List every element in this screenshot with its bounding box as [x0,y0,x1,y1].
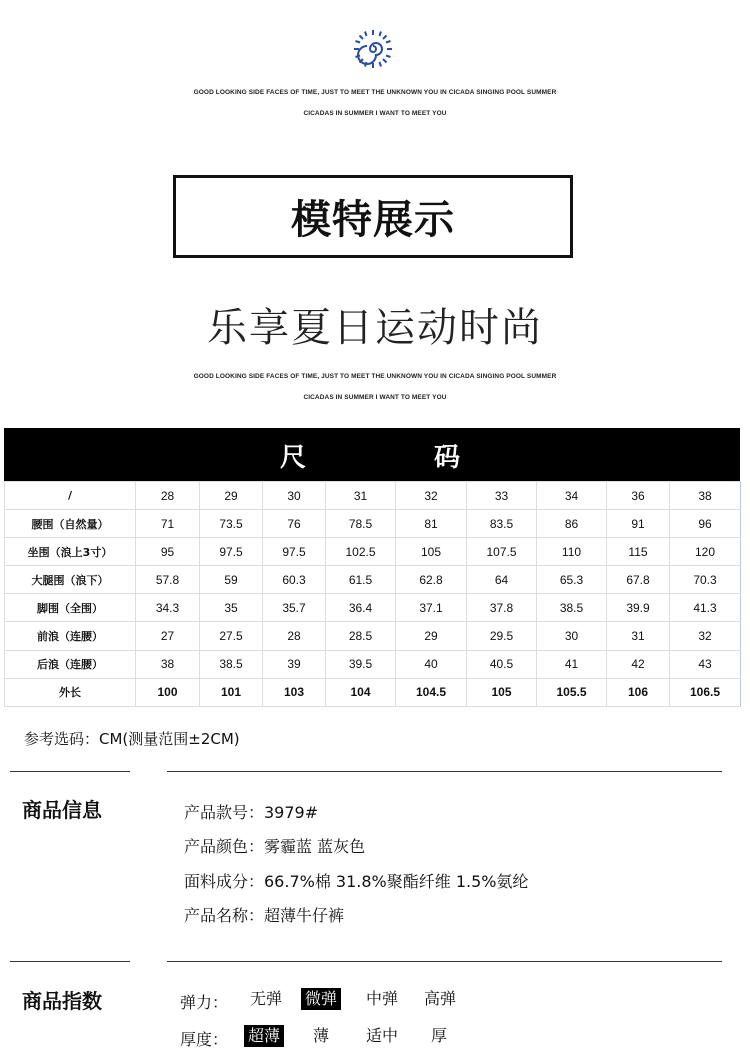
table-cell: 30 [263,482,326,510]
size-chart-header [4,428,740,481]
table-cell: 29 [396,622,467,650]
table-cell: 83.5 [467,510,537,538]
table-cell: 29 [200,482,263,510]
section-title-box [173,175,573,258]
table-cell: 96 [670,510,741,538]
table-cell: 65.3 [537,566,607,594]
table-cell: 36.4 [326,594,396,622]
table-cell: 42 [607,650,670,678]
table-cell: 101 [200,678,263,706]
table-cell: 37.8 [467,594,537,622]
table-cell: 105 [467,678,537,706]
divider [10,771,130,772]
table-cell: 64 [467,566,537,594]
table-cell: 86 [537,510,607,538]
table-cell: 34.3 [136,594,200,622]
table-cell: 38.5 [537,594,607,622]
row-label: 脚围（全围） [5,594,136,622]
elasticity-option: 微弹 [301,988,341,1010]
thickness-label: 厚度： [180,1030,229,1049]
product-index-title: 商品指数 [22,989,102,1013]
table-cell: 41 [537,650,607,678]
table-cell: 43 [670,650,741,678]
table-cell: 60.3 [263,566,326,594]
divider [167,771,722,772]
table-cell: 38 [670,482,741,510]
row-label: 坐围（浪上3寸） [5,538,136,566]
table-cell: 28.5 [326,622,396,650]
page-subtitle: 乐享夏日运动时尚 [207,305,543,351]
thickness-option: 厚 [431,1026,448,1045]
table-cell: 102.5 [326,538,396,566]
table-cell: 35 [200,594,263,622]
table-cell: 105.5 [537,678,607,706]
tagline-secondary: CICADAS IN SUMMER I WANT TO MEET YOU [303,110,447,117]
table-cell: 37.1 [396,594,467,622]
table-cell: 39.9 [607,594,670,622]
table-cell: 33 [467,482,537,510]
thickness-options [0,1025,750,1049]
product-name: 产品名称：超薄牛仔裤 [184,906,345,925]
elasticity-option: 无弹 [250,989,283,1008]
table-cell: 105 [396,538,467,566]
table-row [5,650,741,678]
tagline-secondary: CICADAS IN SUMMER I WANT TO MEET YOU [303,394,447,401]
thickness-option: 薄 [313,1026,330,1045]
elasticity-option: 高弹 [424,989,457,1008]
elasticity-option: 中弹 [366,989,399,1008]
table-cell: 40 [396,650,467,678]
table-cell: 30 [537,622,607,650]
thickness-option: 超薄 [244,1025,284,1047]
table-cell: 97.5 [263,538,326,566]
table-cell: 106 [607,678,670,706]
table-row [5,566,741,594]
size-note: 参考选码：CM(测量范围±2CM) [24,730,240,748]
table-cell: 67.8 [607,566,670,594]
table-cell: 120 [670,538,741,566]
table-cell: 39 [263,650,326,678]
table-cell: 91 [607,510,670,538]
table-cell: 28 [136,482,200,510]
table-cell: 28 [263,622,326,650]
table-cell: 40.5 [467,650,537,678]
table-cell: 27 [136,622,200,650]
table-cell: 38.5 [200,650,263,678]
row-label: 外长 [5,678,136,706]
table-cell: 76 [263,510,326,538]
table-cell: 27.5 [200,622,263,650]
thickness-option: 适中 [366,1026,399,1045]
table-cell: 104 [326,678,396,706]
table-cell: 110 [537,538,607,566]
table-row [5,594,741,622]
table-row [5,678,741,706]
elasticity-label: 弹力： [180,993,229,1012]
table-cell: 78.5 [326,510,396,538]
table-row [5,538,741,566]
table-cell: 34 [537,482,607,510]
table-cell: 41.3 [670,594,741,622]
row-label: 腰围（自然量） [5,510,136,538]
product-fabric: 面料成分：66.7%棉 31.8%聚酯纤维 1.5%氨纶 [184,872,529,891]
product-info-title: 商品信息 [22,798,102,822]
row-label: 后浪（连腰） [5,650,136,678]
table-cell: 32 [670,622,741,650]
row-label: / [5,482,136,510]
product-color: 产品颜色：雾霾蓝 蓝灰色 [184,837,366,856]
table-cell: 115 [607,538,670,566]
table-cell: 31 [326,482,396,510]
divider [167,961,722,962]
table-row [5,622,741,650]
table-cell: 70.3 [670,566,741,594]
table-cell: 107.5 [467,538,537,566]
table-row [5,510,741,538]
divider [10,961,130,962]
table-cell: 57.8 [136,566,200,594]
table-cell: 38 [136,650,200,678]
table-cell: 61.5 [326,566,396,594]
table-cell: 103 [263,678,326,706]
tagline: GOOD LOOKING SIDE FACES OF TIME, JUST TO MEET THE UNKNOWN YOU IN CICADA SINGING POOL SUMMER [193,89,557,96]
table-cell: 100 [136,678,200,706]
table-cell: 59 [200,566,263,594]
table-cell: 29.5 [467,622,537,650]
table-cell: 39.5 [326,650,396,678]
product-code: 产品款号：3979# [184,803,319,822]
elasticity-options [0,988,750,1012]
size-chart-title-left: 尺 [280,443,307,473]
table-cell: 36 [607,482,670,510]
table-cell: 35.7 [263,594,326,622]
table-cell: 31 [607,622,670,650]
spiral-sun-icon [353,29,393,69]
table-cell: 73.5 [200,510,263,538]
table-cell: 81 [396,510,467,538]
table-cell: 62.8 [396,566,467,594]
table-row [5,482,741,510]
tagline: GOOD LOOKING SIDE FACES OF TIME, JUST TO MEET THE UNKNOWN YOU IN CICADA SINGING POOL SUMMER [193,373,557,380]
size-chart-title-right: 码 [434,443,461,473]
table-cell: 71 [136,510,200,538]
table-cell: 95 [136,538,200,566]
size-table [4,481,741,707]
page-title: 模特展示 [291,197,455,243]
table-cell: 97.5 [200,538,263,566]
table-cell: 106.5 [670,678,741,706]
table-cell: 32 [396,482,467,510]
row-label: 大腿围（浪下） [5,566,136,594]
table-cell: 104.5 [396,678,467,706]
row-label: 前浪（连腰） [5,622,136,650]
